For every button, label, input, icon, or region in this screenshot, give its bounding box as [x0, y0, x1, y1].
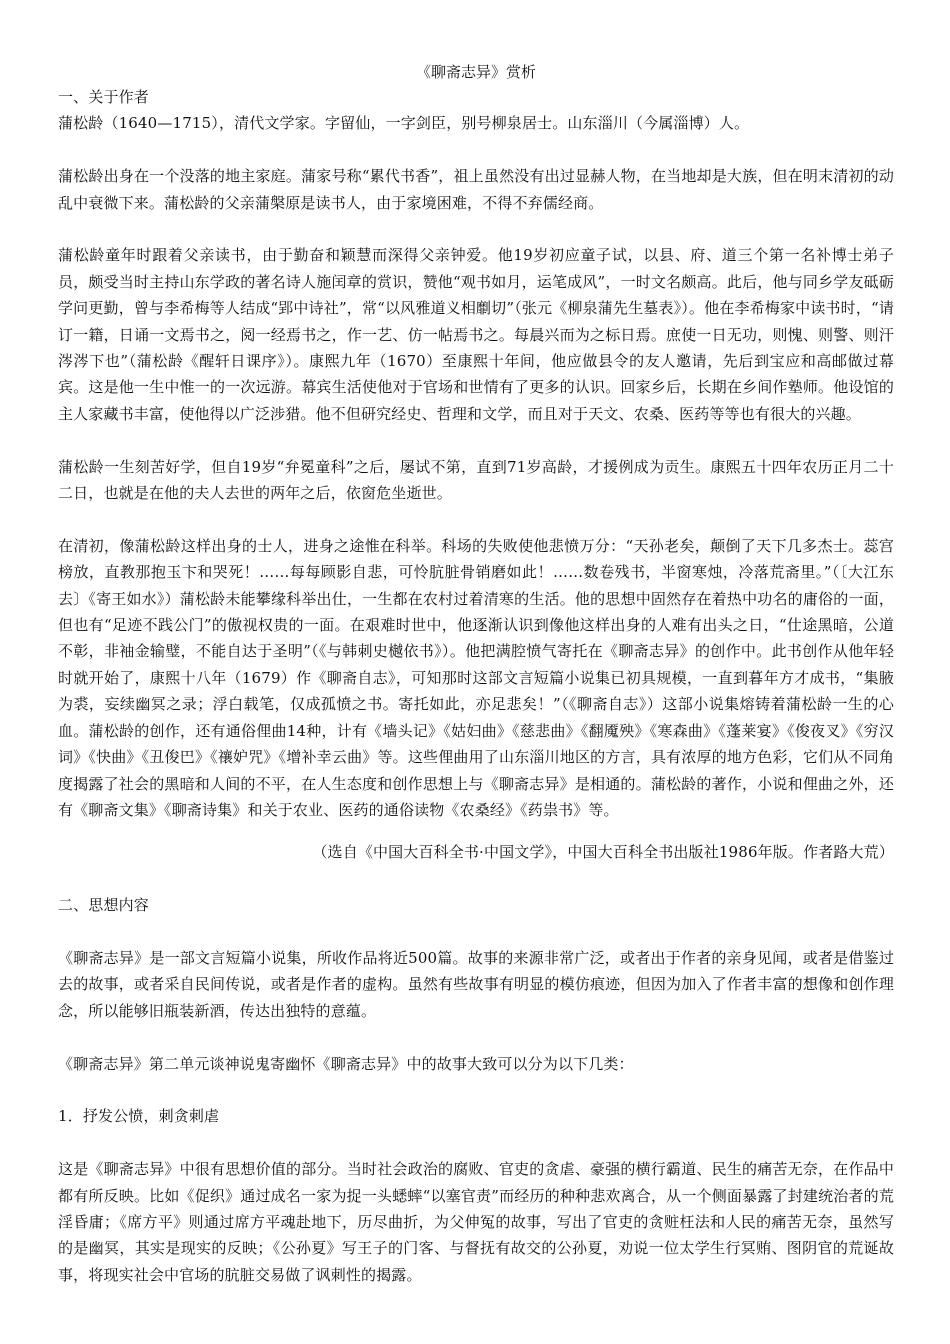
paragraph-gap: [58, 1024, 894, 1050]
source-citation: （选自《中国大百科全书·中国文学》，中国大百科全书出版社1986年版。作者路大荒）: [312, 843, 894, 862]
paragraph-gap: [58, 1130, 894, 1156]
paragraph-family: 蒲松龄出身在一个没落的地主家庭。蒲家号称“累代书香”，祖上虽然没有出过显赫人物，在当地却是大族，但在明末清初的动乱中衰微下来。蒲松龄的父亲蒲槃原是读书人，由于家境困难，不得不弃儒经商。: [58, 167, 894, 212]
paragraph-gap: [58, 866, 894, 892]
paragraph-gap: [58, 823, 894, 839]
section-heading-content: 二、思想内容: [58, 896, 149, 915]
paragraph-gap: [58, 919, 894, 945]
paragraph-satire: 这是《聊斋志异》中很有思想价值的部分。当时社会政治的腐败、官吏的贪虐、豪强的横行霸道、民生的痛苦无奈，在作品中都有所反映。比如《促织》通过成名一家为捉一头蟋蟀“以塞官责”而经历的种种悲欢离合，从一个侧面暴露了封建统治者的荒淫昏庸；《席方平》则通过席方平魂赴地下，历尽曲折，为父伸冤的故事，写出了官吏的贪赃枉法和人民的痛苦无奈，虽然写的是幽冥，其实是现实的反映；《公孙夏》写王子的门客、与督抚有故交的公孙夏，劝说一位太学生行冥贿、图阴官的荒诞故事，将现实社会中官场的肮脏交易做了讽刺性的揭露。: [58, 1160, 894, 1284]
paragraph-author-intro: 蒲松龄（1640—1715），清代文学家。字留仙，一字剑臣，别号柳泉居士。山东淄川（今属淄博）人。: [58, 114, 750, 133]
paragraph-collection: 《聊斋志异》是一部文言短篇小说集，所收作品将近500篇。故事的来源非常广泛，或者出于作者的亲身见闻，或者是借鉴过去的故事，或者采自民间传说，或者是作者的虚构。虽然有些故事有明显的模仿痕迹，但因为加入了作者丰富的想像和创作理念，所以能够旧瓶装新酒，传达出独特的意蕴。: [58, 948, 894, 1020]
section-heading-author: 一、关于作者: [58, 88, 149, 106]
document-title: 《聊斋志异》赏析: [415, 63, 536, 81]
paragraph-gap: [58, 1077, 894, 1103]
paragraph-gap: [58, 137, 894, 163]
paragraph-categories: 《聊斋志异》第二单元谈神说鬼寄幽怀《聊斋志异》中的故事大致可以分为以下几类：: [58, 1054, 634, 1073]
paragraph-youth: 蒲松龄童年时跟着父亲读书，由于勤奋和颖慧而深得父亲钟爱。他19岁初应童子试，以县、府、道三个第一名补博士弟子员，颇受当时主持山东学政的著名诗人施闰章的赏识，赞他“观书如月，运笔成风”，一时文名颇高。此后，他与同乡学友砥砺学问更勤，曾与李希梅等人结成“郢中诗社”，常“以风雅道义相劘切”（张元《柳泉蒲先生墓表》）。他在李希梅家中读书时，“请订一籍，日诵一文焉书之，阅一经焉书之，作一艺、仿一帖焉书之。每晨兴而为之标日焉。庶使一日无功，则愧、则警、则汗涔涔下也”（蒲松龄《醒轩日课序》）。康熙九年（1670）至康熙十年间，他应做县令的友人邀请，先后到宝应和高邮做过幕宾。这是他一生中惟一的一次远游。幕宾生活使他对于官场和世情有了更多的认识。回家乡后，长期在乡间作塾师。他设馆的主人家藏书丰富，使他得以广泛涉猎。他不但研究经史、哲理和文学，而且对于天文、农桑、医药等等也有很大的兴趣。: [58, 246, 894, 423]
list-item-heading: 1．抒发公愤，刺贪刺虐: [58, 1107, 220, 1126]
paragraph-gap: [58, 427, 894, 453]
paragraph-exams: 蒲松龄一生刻苦好学，但自19岁“弁冕童科”之后，屡试不第，直到71岁高龄，才援例成为贡生。康熙五十四年农历正月二十二日，也就是在他的夫人去世的两年之后，依窗危坐逝世。: [58, 457, 894, 503]
document-page: [58, 60, 894, 1288]
paragraph-gap: [58, 216, 894, 242]
paragraph-works: 在清初，像蒲松龄这样出身的士人，进身之途惟在科举。科场的失败使他悲愤万分：“天孙老矣，颠倒了天下几多杰士。蕊宫榜放，直教那抱玉卞和哭死！……每每顾影自悲，可怜肮脏骨销磨如此！……数卷残书，半窗寒烛，冷落荒斋里。”（〔大江东去〕《寄王如水》）蒲松龄未能攀缘科举出仕，一生都在农村过着清寒的生活。他的思想中固然存在着热中功名的庸俗的一面，但也有“足迹不践公门”的傲视权贵的一面。在艰难时世中，他逐渐认识到像他这样出身的人难有出头之日，“仕途黑暗，公道不彰，非袖金输璧，不能自达于圣明”（《与韩刺史樾依书》）。他把满腔愤气寄托在《聊斋志异》的创作中。此书创作从他年轻时就开始了，康熙十八年（1679）作《聊斋自志》，可知那时这部文言短篇小说集已初具规模，一直到暮年方才成书，“集腋为裘，妄续幽冥之录；浮白载笔，仅成孤愤之书。寄托如此，亦足悲矣！”（《聊斋自志》）这部小说集熔铸着蒲松龄一生的心血。蒲松龄的创作，还有通俗俚曲14种，计有《墙头记》《姑妇曲》《慈悲曲》《翻魇殃》《寒森曲》《蓬莱宴》《俊夜叉》《穷汉词》《快曲》《丑俊巴》《禳妒咒》《增补幸云曲》等。这些俚曲用了山东淄川地区的方言，具有浓厚的地方色彩，它们从不同角度揭露了社会的黑暗和人间的不平，在人生态度和创作思想上与《聊斋志异》是相通的。蒲松龄的著作，小说和俚曲之外，还有《聊斋文集》《聊斋诗集》和关于农业、医药的通俗读物《农桑经》《药祟书》等。: [58, 536, 894, 819]
paragraph-gap: [58, 506, 894, 532]
